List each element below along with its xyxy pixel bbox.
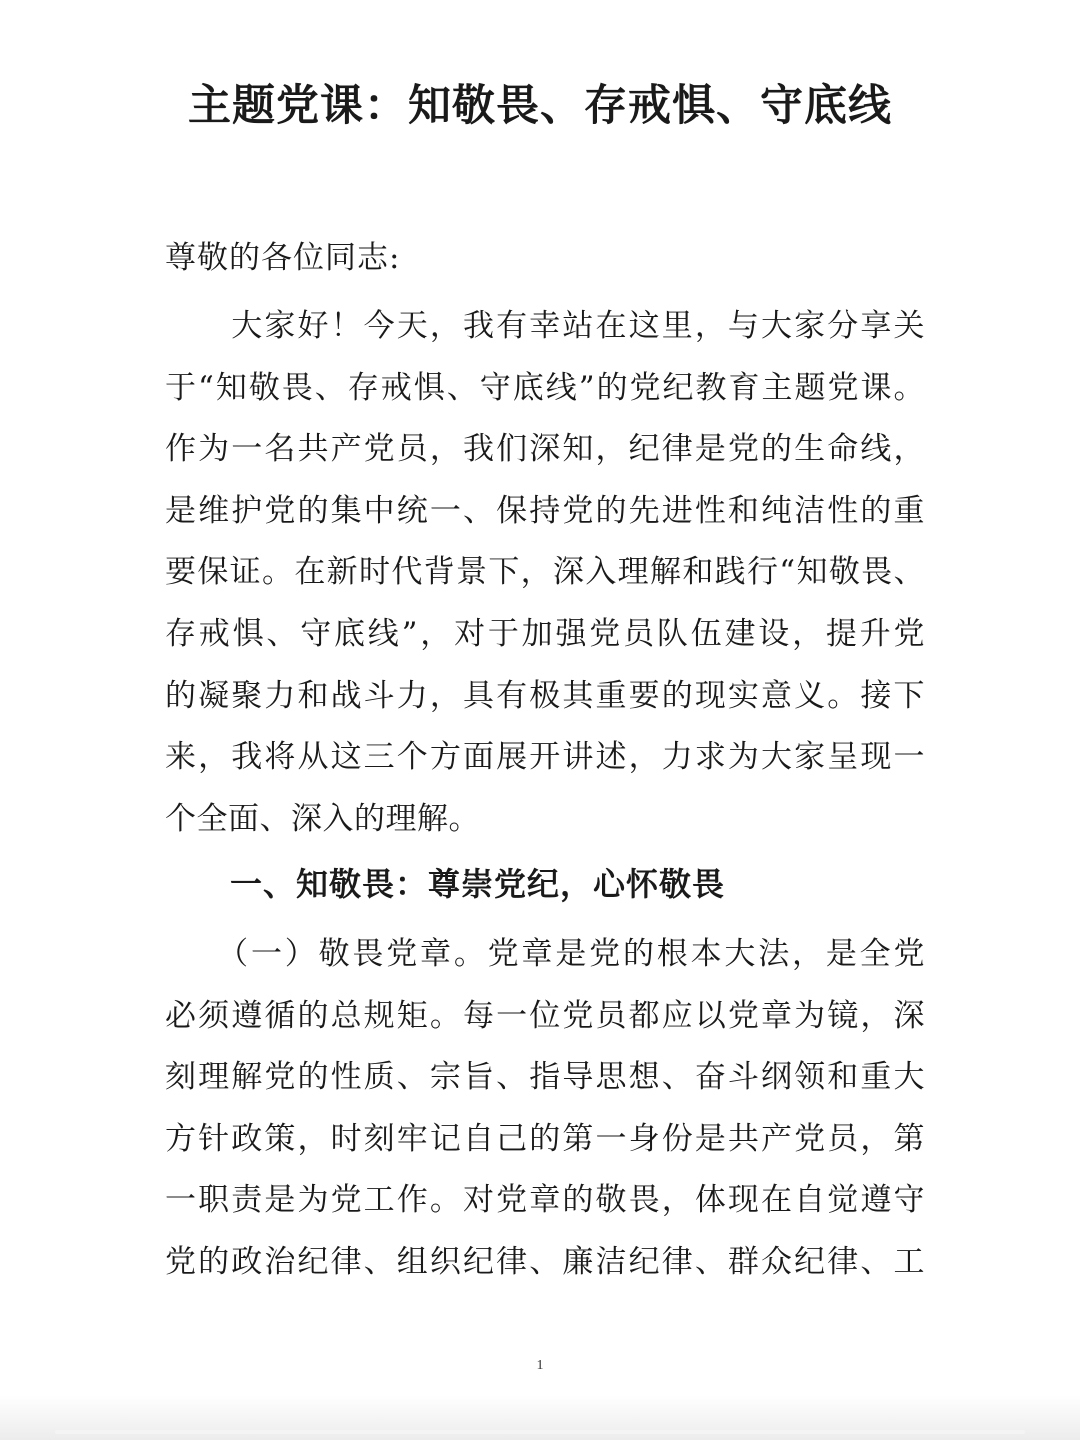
paragraph-line: 大家好！今天，我有幸站在这里，与大家分享关 [165,308,925,344]
intro-paragraph [165,296,925,850]
paragraph-line: 方针政策，时刻牢记自己的第一身份是共产党员，第 [165,1120,925,1157]
paragraph-line: 存戒惧、守底线”，对于加强党员队伍建设，提升党 [165,615,925,652]
scroll-indicator[interactable] [55,1430,1025,1434]
paragraph-line: （一）敬畏党章。党章是党的根本大法，是全党 [165,936,925,972]
paragraph-line: 作为一名共产党员，我们深知，纪律是党的生命线， [165,431,925,468]
salutation: 尊敬的各位同志: [165,240,401,276]
paragraph-line: 个全面、深入的理解。 [165,800,480,837]
paragraph-line: 的凝聚力和战斗力，具有极其重要的现实意义。接下 [165,677,925,714]
paragraph-line: 一职责是为党工作。对党章的敬畏，体现在自觉遵守 [165,1182,925,1219]
page-number: 1 [536,1358,544,1373]
paragraph-line: 要保证。在新时代背景下，深入理解和践行“知敬畏、 [165,554,925,591]
paragraph-line: 刻理解党的性质、宗旨、指导思想、奋斗纲领和重大 [165,1059,925,1096]
paragraph-line: 于“知敬畏、存戒惧、守底线”的党纪教育主题党课。 [165,369,925,406]
paragraph-line: 必须遵循的总规矩。每一位党员都应以党章为镜，深 [165,997,925,1034]
section1-paragraph [165,924,925,1294]
paragraph-line: 党的政治纪律、组织纪律、廉洁纪律、群众纪律、工 [165,1243,925,1280]
section-heading: 一、知敬畏：尊崇党纪，心怀敬畏 [230,865,726,903]
paragraph-line: 来，我将从这三个方面展开讲述，力求为大家呈现一 [165,739,925,776]
paragraph-line: 是维护党的集中统一、保持党的先进性和纯洁性的重 [165,492,925,529]
document-title: 主题党课：知敬畏、存戒惧、守底线 [188,81,892,131]
